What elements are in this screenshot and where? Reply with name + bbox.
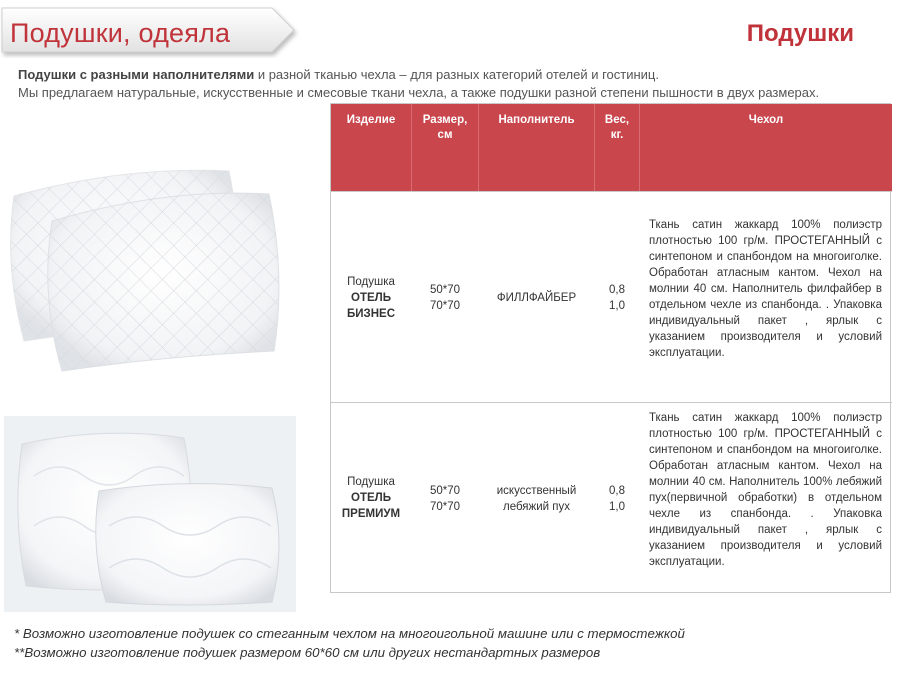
intro-line-1 <box>18 66 888 84</box>
cell-filler-line-2: лебяжий пух <box>502 501 570 513</box>
cell-size <box>412 483 478 515</box>
cell-filler-line-1: искусственный <box>496 485 577 497</box>
cell-cover: Ткань сатин жаккард 100% полиэстр плотностью 100 гр/м. ПРОСТЕГАННЫЙ с синтепоном и спанбондом на многоиголке. Обработан атласным кантом. Чехол на молнии 40 см. Наполнитель 100% лебяжий пух(первичной обработки) в отдельном чехле из спанбонда. . Упаковка индивидуальный пакет , ярлык с указанием производителя и условий эксплуатации. <box>649 412 882 568</box>
section-title: Подушки <box>746 20 854 47</box>
cell-item-line-2: ОТЕЛЬ <box>351 492 391 504</box>
pillow-photo-business <box>4 166 296 376</box>
cell-weight-line-1: 0,8 <box>609 485 625 497</box>
cell-size <box>412 282 478 314</box>
cell-weight-line-1: 0,8 <box>609 284 625 296</box>
cell-filler <box>479 483 594 515</box>
cell-item <box>331 474 411 522</box>
cell-weight <box>595 483 639 515</box>
footnote-1: * Возможно изготовление подушек со стеганным чехлом на многоигольной машине или с термостежкой <box>14 626 685 641</box>
cell-item-line-1: Подушка <box>347 476 395 488</box>
header-weight <box>595 113 639 143</box>
cell-filler <box>479 290 594 306</box>
intro-line-2: Мы предлагаем натуральные, искусственные и смесовые ткани чехла, а также подушки разной степени пышности в двух размерах. <box>18 85 820 100</box>
intro-bold: Подушки с разными наполнителями <box>18 67 255 82</box>
pillow-table <box>330 103 891 593</box>
cell-cover: Ткань сатин жаккард 100% полиэстр плотностью 100 гр/м. ПРОСТЕГАННЫЙ с синтепоном и спанбондом на многоиголке. Обработан атласным кантом. Чехол на молнии 40 см. Наполнитель филфайбер в отдельном чехле из спанбонда. . Упаковка индивидуальный пакет , ярлык с указанием производителя и условий эксплуатации. <box>649 219 882 359</box>
cell-item-line-3: БИЗНЕС <box>346 308 396 320</box>
cell-item-line-3: ПРЕМИУМ <box>341 508 401 520</box>
cell-size-line-2: 70*70 <box>429 300 461 312</box>
intro-line-1-rest: и разной тканью чехла – для разных категорий отелей и гостиниц. <box>254 67 659 82</box>
cell-filler-line-1: ФИЛЛФАЙБЕР <box>496 292 577 304</box>
title-banner <box>0 6 300 58</box>
cell-size-line-2: 70*70 <box>429 501 461 513</box>
row-divider <box>331 191 892 192</box>
pillow-photo-premium <box>4 416 296 612</box>
header-size-line-2: см <box>437 129 453 141</box>
cell-item-line-1: Подушка <box>347 276 395 288</box>
header-weight-line-1: Вес, <box>604 114 630 126</box>
header-cover: Чехол <box>748 114 784 126</box>
cell-size-line-1: 50*70 <box>429 284 461 296</box>
row-divider <box>331 402 892 403</box>
page-title: Подушки, одеяла <box>10 18 231 48</box>
cell-size-line-1: 50*70 <box>429 485 461 497</box>
header-size-line-1: Размер, <box>422 114 468 126</box>
header-item: Изделие <box>346 114 396 126</box>
intro-text <box>18 66 888 102</box>
cell-weight-line-2: 1,0 <box>609 300 625 312</box>
footnote-2: **Возможно изготовление подушек размером 60*60 см или других нестандартных размеров <box>14 645 601 660</box>
table-header <box>331 104 892 191</box>
cell-weight-line-2: 1,0 <box>609 501 625 513</box>
header-filler: Наполнитель <box>498 114 575 126</box>
cell-item-line-2: ОТЕЛЬ <box>351 292 391 304</box>
header-size <box>412 113 478 143</box>
cell-weight <box>595 282 639 314</box>
cell-item <box>331 274 411 322</box>
header-weight-line-2: кг. <box>610 129 624 141</box>
